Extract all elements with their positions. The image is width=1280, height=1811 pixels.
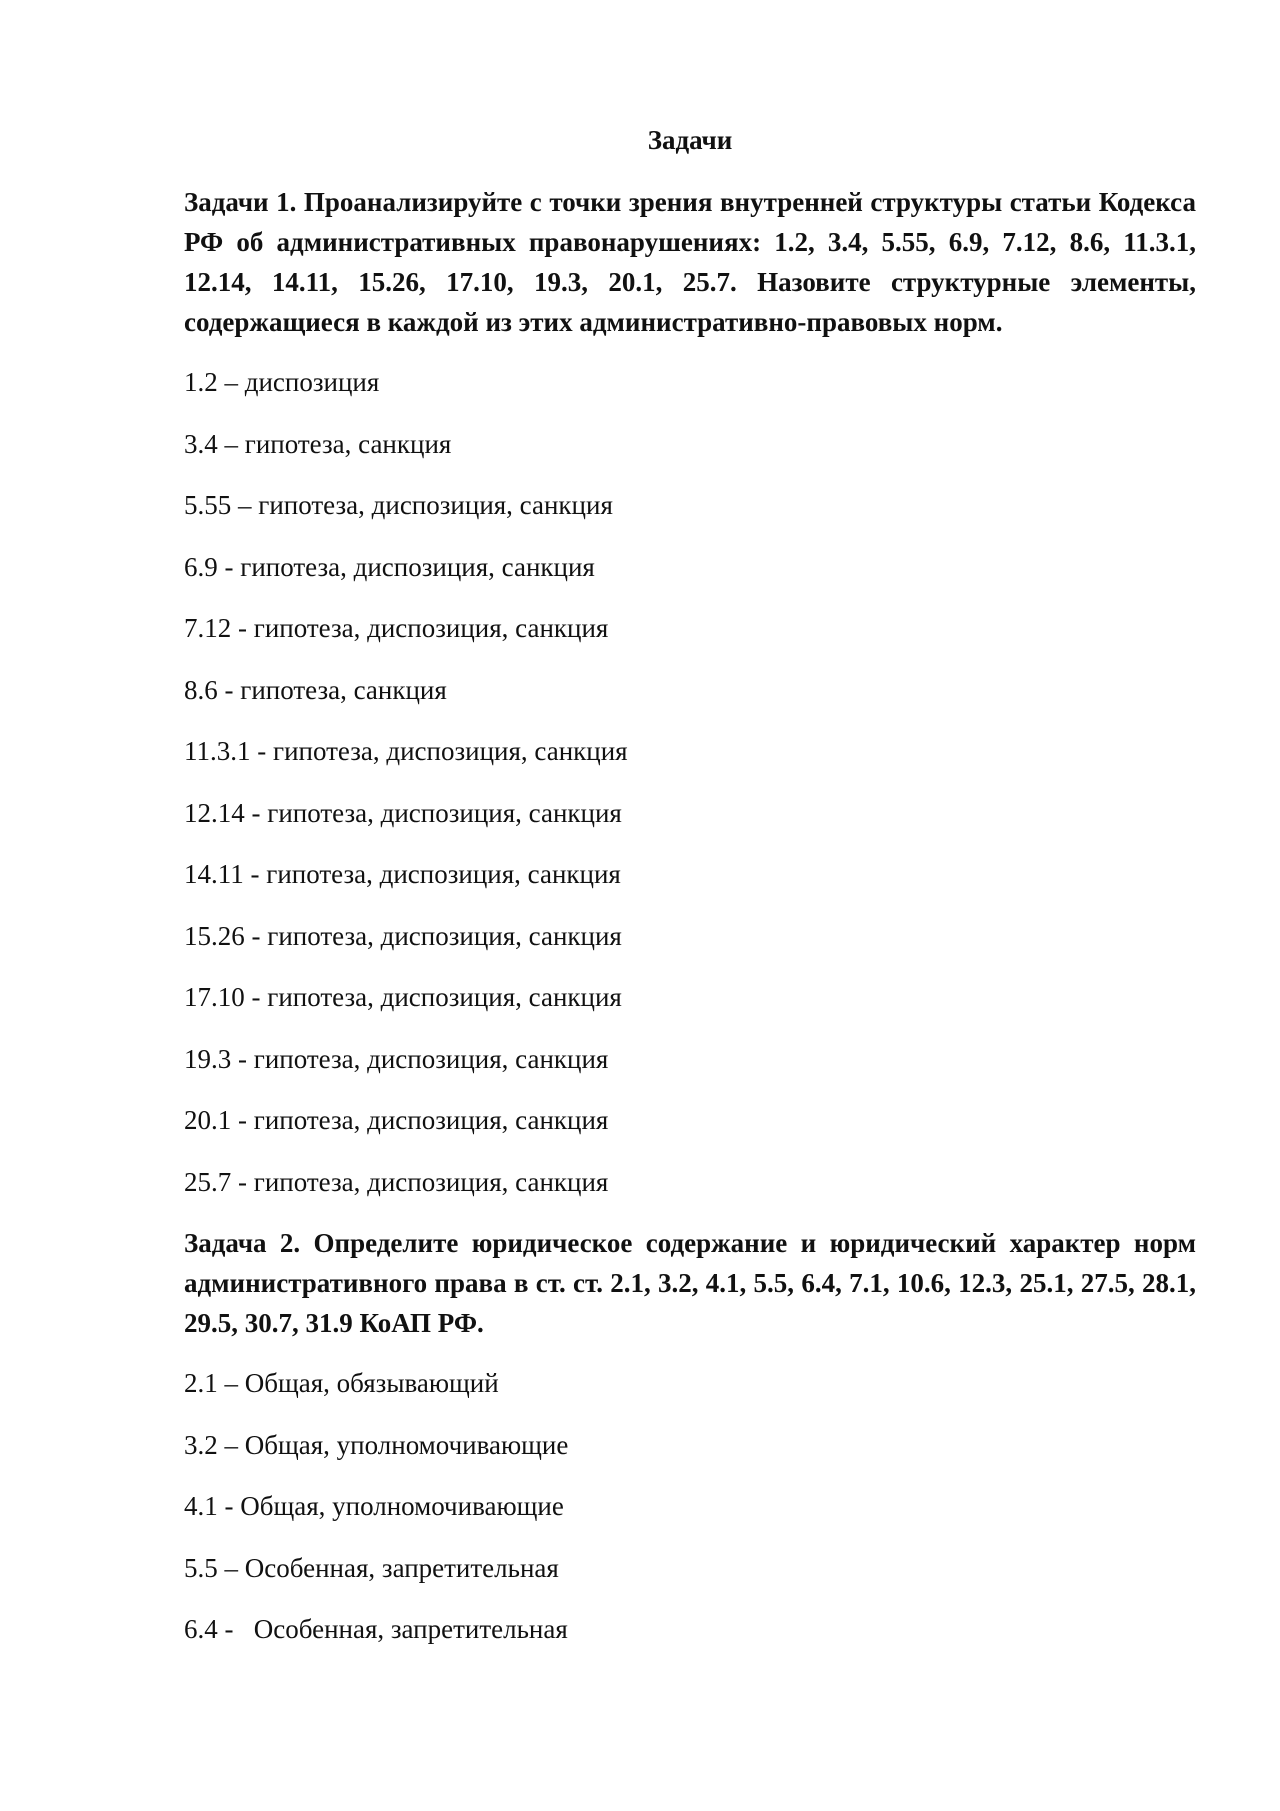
answer-item: 8.6 - гипотеза, санкция [184, 674, 447, 705]
answer-item: 5.55 – гипотеза, диспозиция, санкция [184, 490, 613, 520]
answer-item: 6.9 - гипотеза, диспозиция, санкция [184, 551, 595, 582]
answer-item: 3.4 – гипотеза, санкция [184, 428, 452, 459]
document-page [184, 120, 1196, 1671]
answer-item: 5.5 – Особенная, запретительная [184, 1552, 559, 1583]
answer-item: 17.10 - гипотеза, диспозиция, санкция [184, 982, 622, 1012]
task-1-answers [184, 362, 1196, 1202]
answer-item: 14.11 - гипотеза, диспозиция, санкция [184, 859, 621, 889]
answer-item: 20.1 - гипотеза, диспозиция, санкция [184, 1105, 609, 1135]
document-title: Задачи [647, 125, 733, 155]
answer-item: 4.1 - Общая, уполномочивающие [184, 1491, 564, 1521]
answer-item: 1.2 – диспозиция [184, 367, 380, 397]
answer-item: 12.14 - гипотеза, диспозиция, санкция [184, 797, 622, 828]
task-2-answers [184, 1363, 1196, 1649]
answer-item: 6.4 - Особенная, запретительная [184, 1614, 568, 1644]
task-1-statement: Задачи 1. Проанализируйте с точки зрения внутренней структуры статьи Кодекса РФ об административных правонарушениях: 1.2, 3.4, 5.55, 6.9, 7.12, 8.6, 11.3.1, 12.14, 14.11, 15.26, 17.10, 19.3, 20.1, 25.7. Назовите структурные элементы, содержащиеся в каждой из этих административно-правовых норм. [184, 187, 1196, 337]
answer-item: 25.7 - гипотеза, диспозиция, санкция [184, 1166, 609, 1197]
answer-item: 2.1 – Общая, обязывающий [184, 1368, 499, 1398]
answer-item: 19.3 - гипотеза, диспозиция, санкция [184, 1043, 609, 1074]
task-2-statement: Задача 2. Определите юридическое содержание и юридический характер норм административного права в ст. ст. 2.1, 3.2, 4.1, 5.5, 6.4, 7.1, 10.6, 12.3, 25.1, 27.5, 28.1, 29.5, 30.7, 31.9 КоАП РФ. [184, 1228, 1196, 1338]
answer-item: 3.2 – Общая, уполномочивающие [184, 1429, 569, 1460]
answer-item: 11.3.1 - гипотеза, диспозиция, санкция [184, 736, 628, 766]
answer-item: 7.12 - гипотеза, диспозиция, санкция [184, 613, 609, 643]
answer-item: 15.26 - гипотеза, диспозиция, санкция [184, 920, 622, 951]
